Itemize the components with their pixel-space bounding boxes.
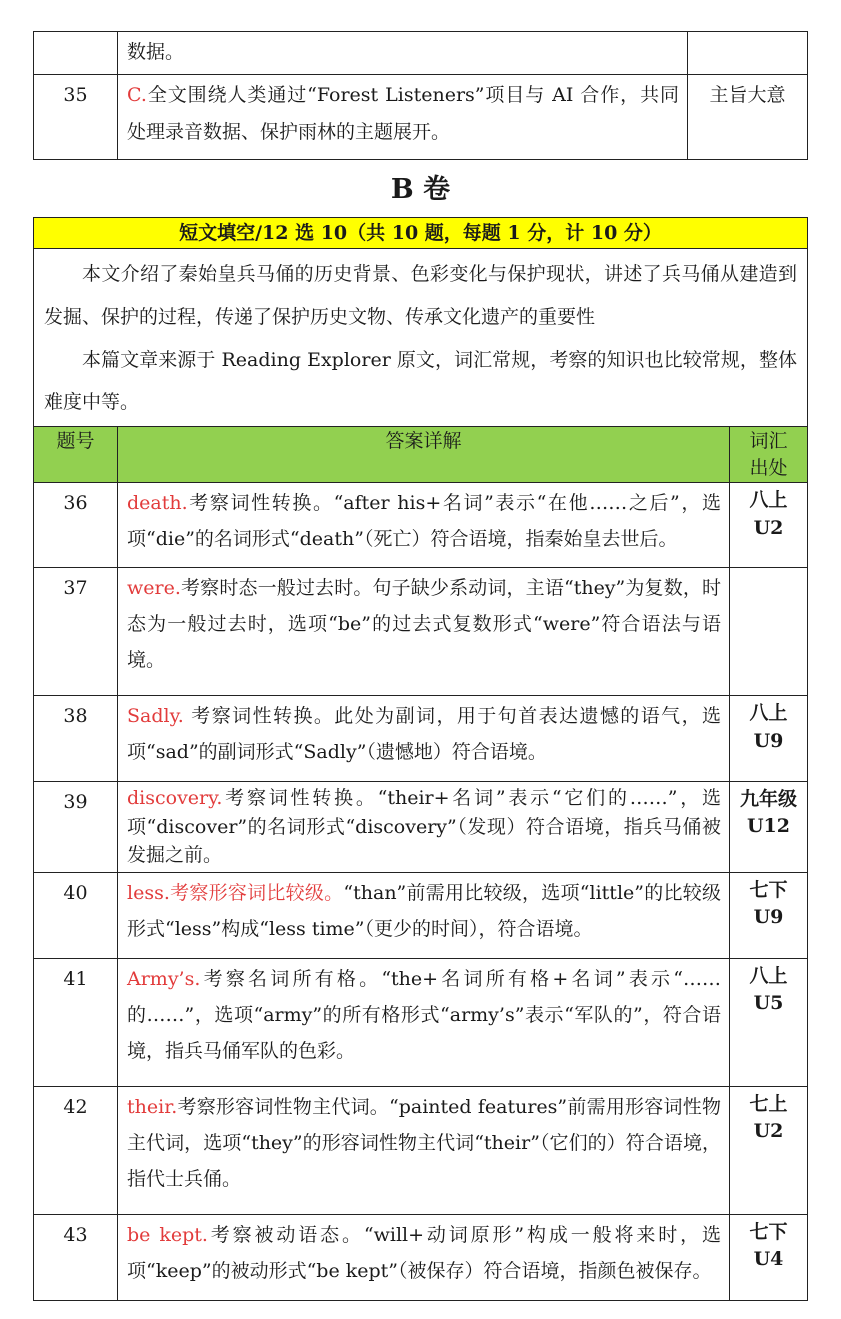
question-number: 35 [34,75,118,160]
answer-explanation [118,1214,730,1300]
answer-text: 考察形容词性物主代词。“painted features”前需用形容词性物主代词，选项“they”的形容词性物主代词“their”（它们的）符合语境，指代士兵俑。 [127,1095,721,1190]
answer-explanation [118,75,688,160]
answer-text: 全文围绕人类通过“Forest Listeners”项目与 AI 合作，共同处理录音数据、保护雨林的主题展开。 [127,84,679,144]
intro-paragraph: 本篇文章来源于 Reading Explorer 原文，词汇常规，考察的知识也比较常规，整体难度中等。 [44,348,797,414]
table-row [34,568,808,696]
table-row [34,782,808,873]
answer-explanation [118,958,730,1086]
header-row [34,427,808,483]
answer-category: 主旨大意 [688,75,808,160]
header-answer: 答案详解 [118,427,730,483]
intro-row [34,249,808,427]
answer-explanation [118,782,730,873]
answer-text: 考察词性转换。此处为副词，用于句首表达遗憾的语气，选项“sad”的副词形式“Sadly”（遗憾地）符合语境。 [127,705,721,764]
question-number: 38 [34,696,118,782]
answer-explanation [118,32,688,75]
passage-intro [34,249,808,427]
vocab-source: 七上 U2 [730,1086,808,1214]
question-number: 37 [34,568,118,696]
answer-explanation [118,1086,730,1214]
vocab-source: 八上 U9 [730,696,808,782]
header-number: 题号 [34,427,118,483]
answer-key: their. [127,1095,178,1118]
question-number: 39 [34,782,118,873]
banner-row [34,218,808,249]
answer-key: discovery. [127,787,223,809]
answer-text: “than”前需用比较级，选项“little”的比较级形式“less”构成“less time”（更少的时间），符合语境。 [127,881,721,940]
answer-key: were. [127,577,181,599]
vocab-source: 七下 U4 [730,1214,808,1300]
table-row [34,32,808,75]
section-banner: 短文填空/12 选 10（共 10 题，每题 1 分，计 10 分） [34,218,808,249]
answer-key: death. [127,492,188,514]
answer-key: Sadly. [127,705,184,727]
question-number [34,32,118,75]
question-number: 42 [34,1086,118,1214]
answer-text: 考察名词所有格。“the+名词所有格+名词”表示“……的……”，选项“army”的所有格形式“army’s”表示“军队的”，符合语境，指兵马俑军队的色彩。 [127,967,721,1062]
vocab-source: 七下 U9 [730,872,808,958]
answer-table [33,217,808,1301]
top-answer-table [33,31,808,160]
table-row [34,1214,808,1300]
question-number: 40 [34,872,118,958]
answer-category [688,32,808,75]
vocab-source: 八上 U5 [730,958,808,1086]
vocab-source [730,568,808,696]
intro-paragraph: 本文介绍了秦始皇兵马俑的历史背景、色彩变化与保护现状，讲述了兵马俑从建造到发掘、保护的过程，传递了保护历史文物、传承文化遗产的重要性 [44,263,797,328]
answer-explanation [118,872,730,958]
answer-text: 考察时态一般过去时。句子缺少系动词，主语“they”为复数，时态为一般过去时，选项“be”的过去式复数形式“were”符合语法与语境。 [127,577,721,672]
section-title: B 卷 [390,174,451,205]
question-number: 43 [34,1214,118,1300]
answer-key: less.考察形容词比较级。 [127,881,344,904]
answer-text: 考察词性转换。“their+名词”表示“它们的……”，选项“discover”的名词形式“discovery”（发现）符合语境，指兵马俑被发掘之前。 [127,787,721,866]
vocab-source: 八上 U2 [730,483,808,568]
answer-key: Army’s. [127,967,201,990]
table-row [34,696,808,782]
answer-explanation [118,696,730,782]
answer-text: 考察词性转换。“after his+名词”表示“在他……之后”，选项“die”的名词形式“death”（死亡）符合语境，指秦始皇去世后。 [127,492,721,551]
answer-explanation [118,568,730,696]
vocab-source: 九年级 U12 [730,782,808,873]
answer-text: 数据。 [127,41,185,63]
question-number: 41 [34,958,118,1086]
table-row [34,483,808,568]
table-row [34,75,808,160]
header-source: 词汇 出处 [730,427,808,483]
answer-explanation [118,483,730,568]
table-row [34,872,808,958]
question-number: 36 [34,483,118,568]
table-row [34,958,808,1086]
answer-text: 考察被动语态。“will+动词原形”构成一般将来时，选项“keep”的被动形式“be kept”（被保存）符合语境，指颜色被保存。 [127,1223,721,1282]
answer-key: C. [127,84,147,106]
answer-key: be kept. [127,1223,208,1246]
table-row [34,1086,808,1214]
